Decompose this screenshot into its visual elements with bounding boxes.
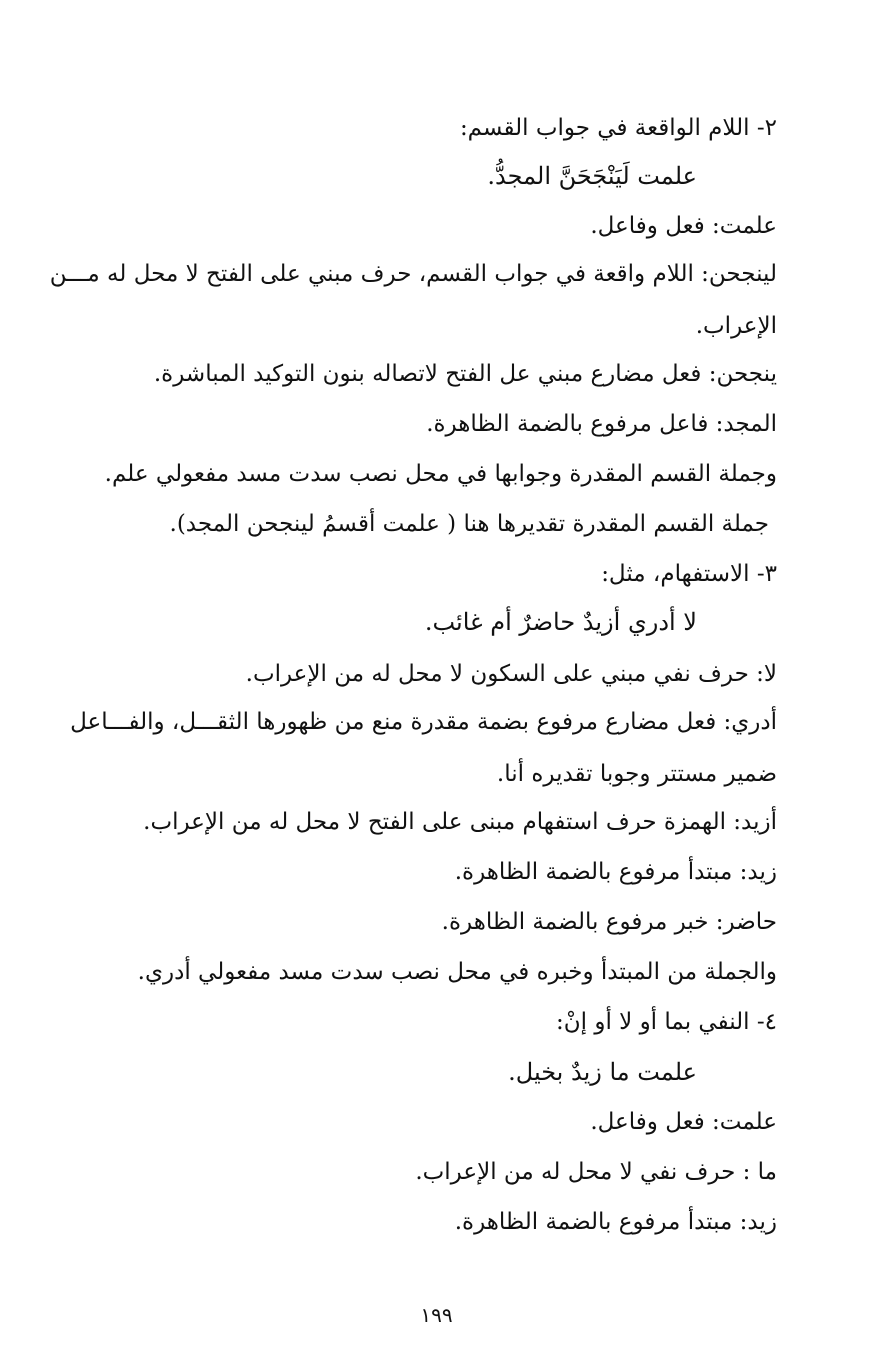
parsing-line: المجد: فاعل مرفوع بالضمة الظاهرة.	[426, 411, 777, 437]
parsing-line: ما : حرف نفي لا محل له من الإعراب.	[415, 1159, 777, 1185]
parsing-line: جملة القسم المقدرة تقديرها هنا ( علمت أقسمُ لينجحن المجد).	[169, 511, 769, 537]
parsing-line: علمت: فعل وفاعل.	[590, 1109, 777, 1135]
parsing-line-continuation: ضمير مستتر وجوبا تقديره أنا.	[496, 761, 777, 787]
parsing-line: أزيد: الهمزة حرف استفهام مبنى على الفتح لا محل له من الإعراب.	[143, 809, 777, 835]
parsing-line: زيد: مبتدأ مرفوع بالضمة الظاهرة.	[454, 859, 777, 885]
example-sentence: علمت ما زيدٌ بخيل.	[508, 1058, 697, 1086]
parsing-line: لا: حرف نفي مبني على السكون لا محل له من الإعراب.	[245, 661, 777, 687]
section-heading-istifham: ٣- الاستفهام، مثل:	[601, 561, 777, 587]
parsing-line: أدري: فعل مضارع مرفوع بضمة مقدرة منع من ظهورها الثقـــل، والفـــاعل	[70, 709, 777, 735]
section-heading-lam-qasam: ٢- اللام الواقعة في جواب القسم:	[459, 115, 777, 141]
example-sentence: علمت لَيَنْجَحَنَّ المجدُّ.	[487, 162, 697, 190]
parsing-line: والجملة من المبتدأ وخبره في محل نصب سدت مسد مفعولي أدري.	[137, 959, 777, 985]
parsing-line: علمت: فعل وفاعل.	[590, 213, 777, 239]
parsing-line: وجملة القسم المقدرة وجوابها في محل نصب سدت مسد مفعولي علم.	[104, 461, 777, 487]
parsing-line: زيد: مبتدأ مرفوع بالضمة الظاهرة.	[454, 1209, 777, 1235]
parsing-line: ينجحن: فعل مضارع مبني عل الفتح لاتصاله بنون التوكيد المباشرة.	[153, 361, 777, 387]
parsing-line-continuation: الإعراب.	[695, 313, 777, 339]
parsing-line: لينجحن: اللام واقعة في جواب القسم، حرف مبني على الفتح لا محل له مـــن	[49, 261, 777, 287]
section-heading-nafy: ٤- النفي بما أو لا أو إنْ:	[556, 1009, 777, 1035]
page-number: ١٩٩	[420, 1303, 453, 1327]
example-sentence: لا أدري أزيدٌ حاضرٌ أم غائب.	[424, 608, 697, 636]
parsing-line: حاضر: خبر مرفوع بالضمة الظاهرة.	[441, 909, 777, 935]
